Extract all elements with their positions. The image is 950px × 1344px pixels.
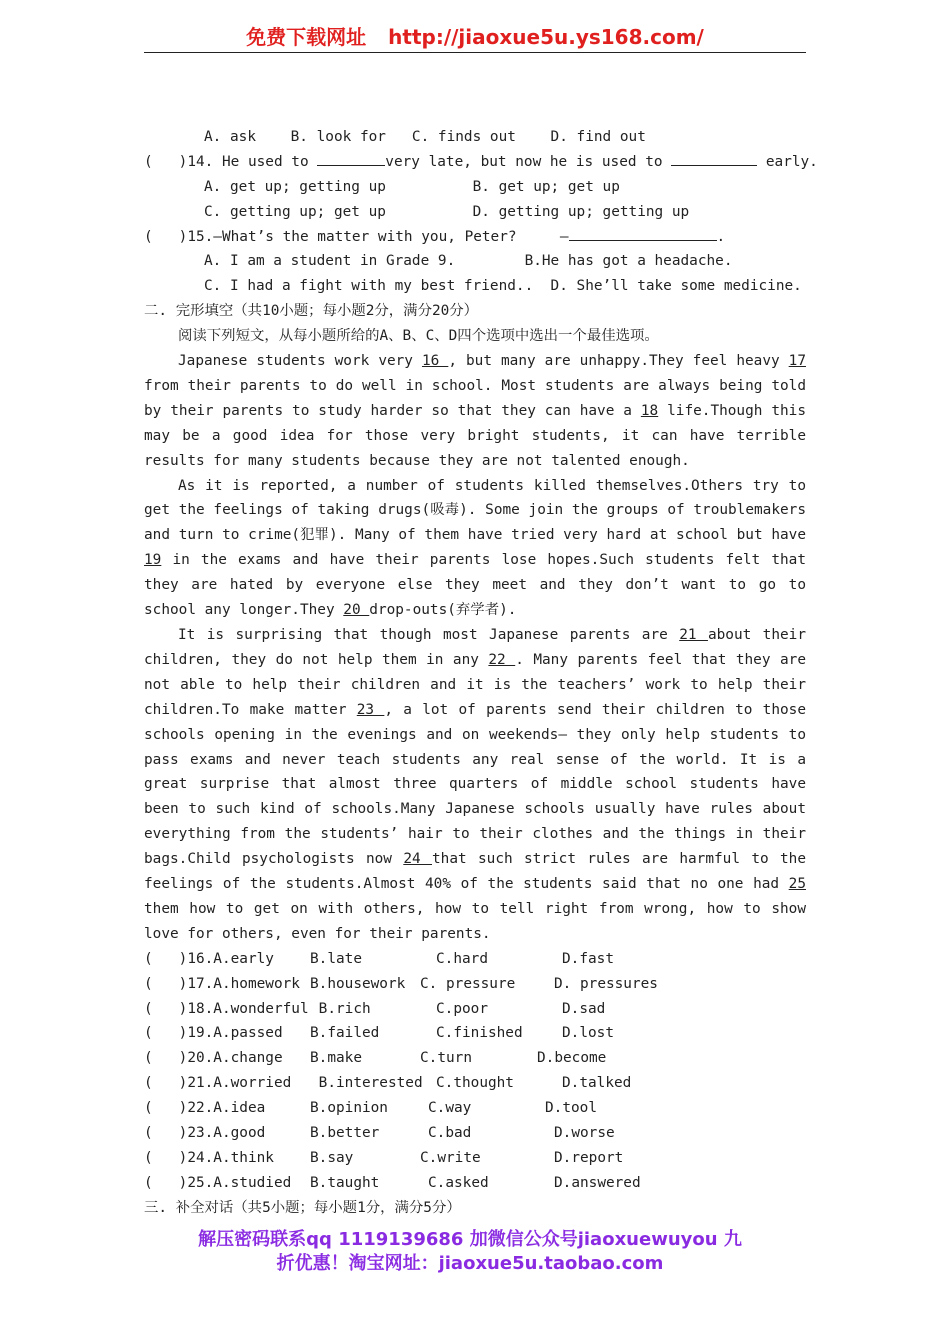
answer-blank[interactable] — [569, 226, 717, 241]
option-row-16: ( )16.A.early B.late C.hard D.fast — [144, 950, 614, 967]
blank-16: 16 — [421, 353, 449, 370]
question-14: ( )14. He used to very late, but now he is used to early. — [144, 150, 806, 175]
option-row-19: ( )19.A.passed B.failed C.finished D.lost — [144, 1025, 614, 1042]
passage-paragraph-3: It is surprising that though most Japanese parents are 21 about their children, they do not help them in any 22 . Many parents feel that they are not able to help their children and it is the teachers’ work to help their children.To make matter 23 , a lot of parents send their children to those schools opening in the evenings and on weekends— they only help students to pass exams and never teach students any real sense of the world. It is a great surprise that almost three quarters of middle school students have been to such kind of schools.Many Japanese schools usually have rules about everything from the students’ hair to their clothes and the things in their bags.Child psychologists now 24 that such strict rules are harmful to the feelings of the students.Almost 40% of the students said that no one had 25 them how to get on with others, how to tell right from wrong, how to show love for others, even for their parents. — [144, 626, 807, 942]
header-label: 免费下载网址 — [246, 25, 367, 49]
blank-20: 20 — [343, 602, 370, 619]
blank-17: 17 — [788, 353, 806, 370]
answer-blank[interactable] — [317, 151, 385, 166]
blank-24: 24 — [403, 851, 432, 868]
q14-options-1: A. get up; getting up B. get up; get up — [204, 178, 620, 195]
q14-options-2: C. getting up; get up D. getting up; getting up — [204, 203, 690, 220]
option-row-23: ( )23.A.good B.better C.bad D.worse — [144, 1125, 615, 1141]
blank-23: 23 — [356, 701, 385, 718]
footer-line-2: 折优惠！淘宝网址：jiaoxue5u.taobao.com — [276, 1253, 664, 1274]
passage-paragraph-1: Japanese students work very 16 , but many are unhappy.They feel heavy 17 from their parents to do well in school. Most students are always being told by their parents to study harder so that they can have a 18 life.Though this may be a good idea for those very bright students, it can have terrible results for many students because they are not talented enough. — [144, 353, 806, 469]
footer-line-1: 解压密码联系qq 1119139686 加微信公众号jiaoxuewuyou 九 — [198, 1229, 742, 1250]
option-row-18: ( )18.A.wonderful B.rich C.poor D.sad — [144, 1000, 606, 1017]
option-row-22: ( )22.A.idea B.opinion C.way D.tool — [144, 1100, 597, 1117]
header-url[interactable]: http://jiaoxue5u.ys168.com/ — [388, 25, 704, 49]
q13-options: A. ask B. look for C. finds out D. find out — [204, 129, 646, 145]
page-footer — [150, 1228, 790, 1276]
exam-content — [144, 125, 818, 1221]
option-row-17: ( )17.A.homework B.housework C. pressure D. pressures — [144, 975, 658, 992]
blank-21: 21 — [679, 626, 708, 643]
option-row-25: ( )25.A.studied B.taught C.asked D.answered — [144, 1174, 641, 1191]
option-row-24: ( )24.A.think B.say C.write D.report — [144, 1149, 624, 1166]
section-2-title: 二. 完形填空（共10小题；每小题2分，满分20分） — [144, 303, 479, 320]
section-3-title: 三. 补全对话（共5小题；每小题1分，满分5分） — [144, 1199, 461, 1216]
blank-25: 25 — [788, 876, 806, 893]
blank-22: 22 — [488, 651, 516, 668]
q15-options-1: A. I am a student in Grade 9. B.He has got a headache. — [204, 253, 733, 270]
option-row-21: ( )21.A.worried B.interested C.thought D.talked — [144, 1075, 632, 1092]
passage-paragraph-2: As it is reported, a number of students killed themselves.Others try to get the feelings of taking drugs(吸毒). Some join the groups of troublemakers and turn to crime(犯罪). Many of them have tried very hard at school but have 19 in the exams and have their parents lose hopes.Such students felt that they are hated by everyone else they meet and they don’t want to go to school any longer.They 20 drop-outs(弃学者). — [144, 477, 806, 619]
section-2-instruction: 阅读下列短文，从每小题所给的A、B、C、D四个选项中选出一个最佳选项。 — [178, 328, 659, 345]
question-15: ( )15.—What’s the matter with you, Peter? — . — [144, 225, 806, 250]
blank-18: 18 — [640, 402, 659, 419]
page-header — [144, 24, 806, 53]
blank-19: 19 — [144, 552, 162, 569]
q15-options-2: C. I had a fight with my best friend.. D. She’ll take some medicine. — [204, 278, 802, 295]
answer-blank[interactable] — [671, 151, 757, 166]
option-row-20: ( )20.A.change B.make C.turn D.become — [144, 1050, 607, 1067]
